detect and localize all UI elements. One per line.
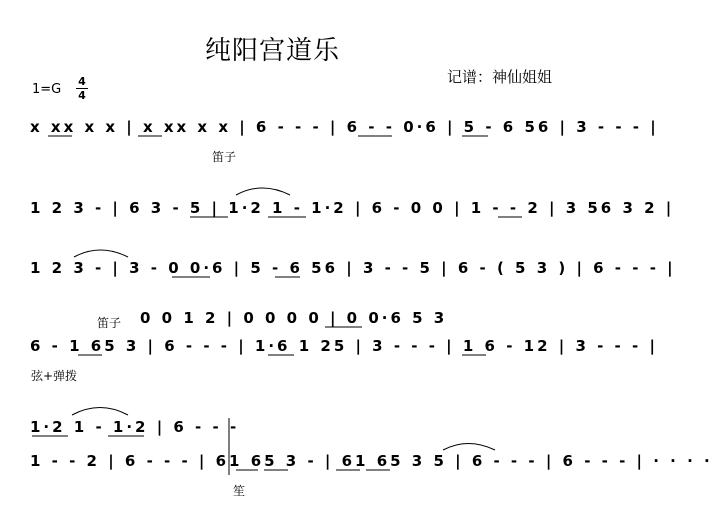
time-signature [76,75,88,102]
score-row-5-lower: 1 - - 2 | 6 - - - | 61 65 3 - | 61 65 3 5 | 6 - - - | 6 - - - | · · · · [30,452,713,470]
time-signature-bottom: 4 [78,89,86,102]
score-row-3: 1 2 3 - | 3 - 0 0·6 | 5 - 6 56 | 3 - - 5 | 6 - ( 5 3 ) | 6 - - - | [30,259,676,277]
score-row-5-upper: 1·2 1 - 1·2 | 6 - - - [30,418,240,436]
page-title: 纯阳宫道乐 [205,36,341,66]
label-dizi-1: 笛子 [212,150,237,164]
key-signature: 1=G [32,82,62,97]
label-dizi-2: 笛子 [97,316,122,330]
label-sheng: 笙 [233,484,246,498]
score-row-1: x xx x x | x xx x x | 6 - - - | 6 - - 0·6 | 5 - 6 56 | 3 - - - | [30,118,659,136]
credit: 记谱：神仙姐姐 [447,68,553,86]
score-row-4-upper: 0 0 1 2 | 0 0 0 0 | 0 0·6 5 3 [140,309,448,327]
score-row-2: 1 2 3 - | 6 3 - 5 | 1·2 1 - 1·2 | 6 - 0 0 | 1 - - 2 | 3 56 3 2 | [30,199,675,217]
time-signature-top: 4 [76,75,88,89]
score-row-4-lower: 6 - 1 65 3 | 6 - - - | 1·6 1 25 | 3 - - - | 1 6 - 12 | 3 - - - | [30,337,658,355]
slur [74,250,128,257]
slur [236,188,290,195]
slur [72,408,128,416]
label-strings: 弦+弹拨 [31,369,78,383]
slur [443,444,495,451]
